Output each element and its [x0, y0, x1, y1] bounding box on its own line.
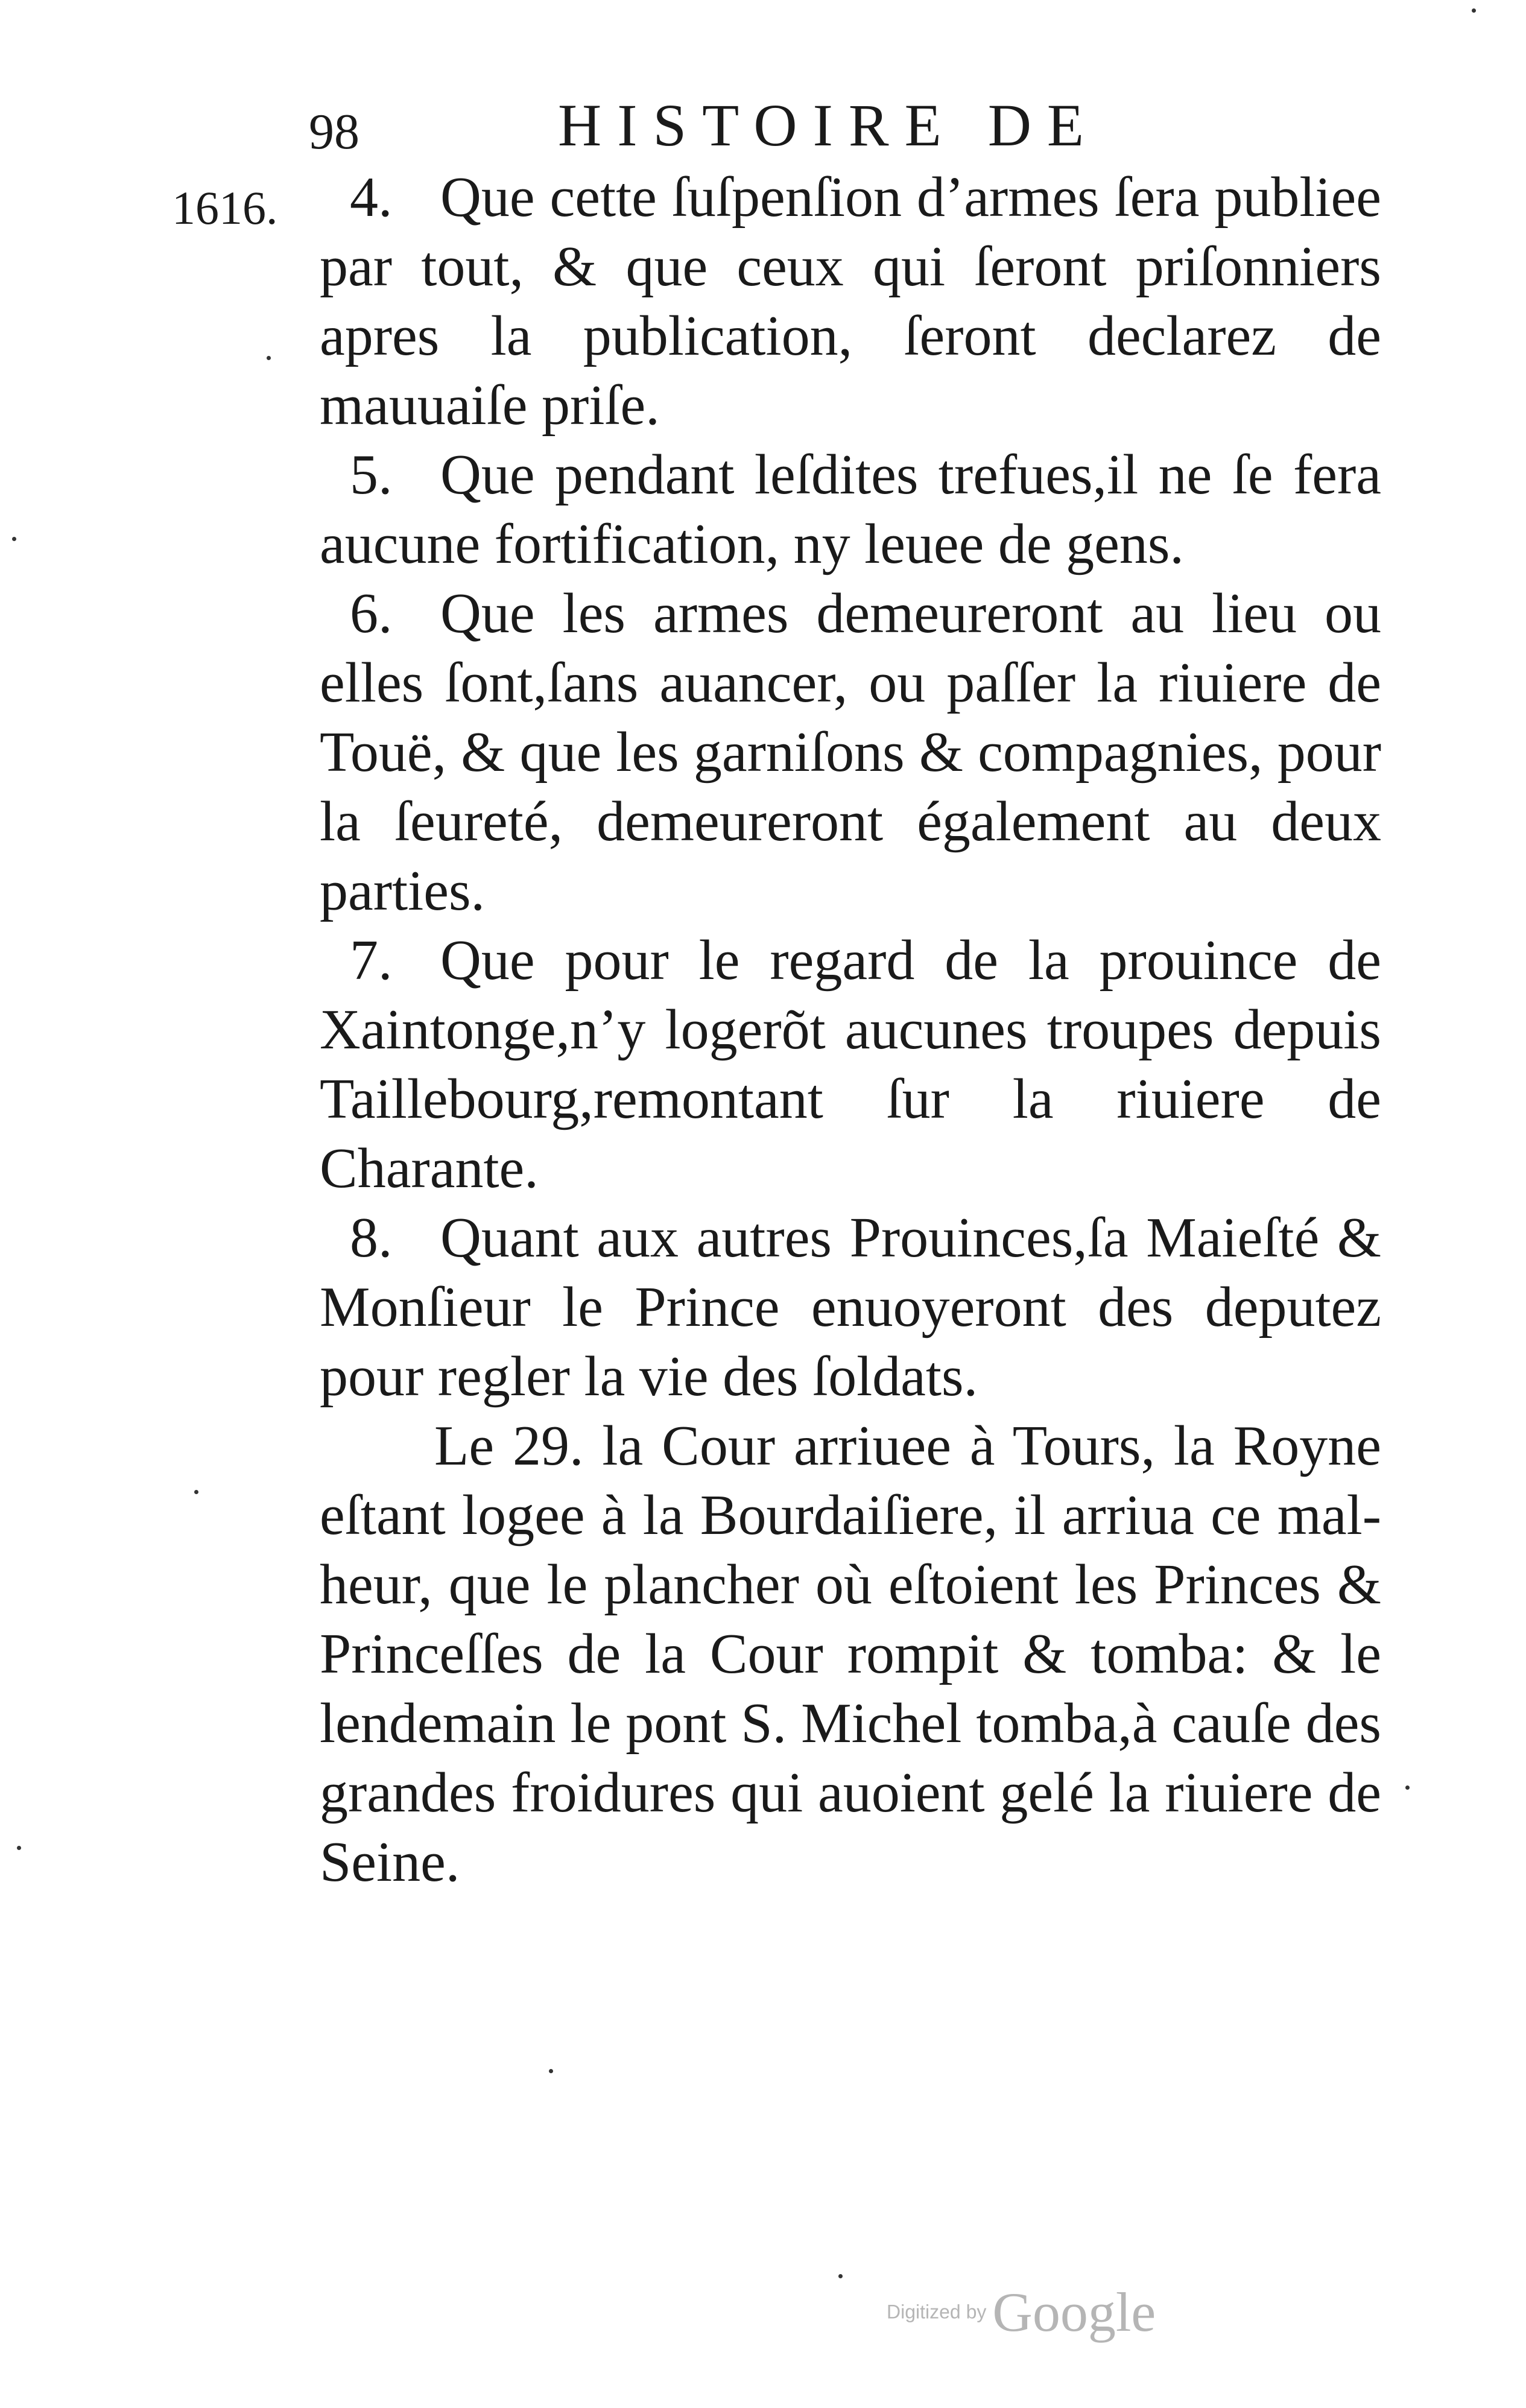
- paragraph-text: Que les armes demeureront au lieu ou elles ſont,ſans auancer, ou paſſer la riuiere de Touë, & que les garniſons & compagnies, pour la ſeureté, demeureront également au deux parties.: [320, 582, 1381, 922]
- paragraph-article-4: [320, 163, 1381, 440]
- running-head: [0, 90, 1526, 175]
- article-number: 8.: [350, 1206, 393, 1269]
- google-logo-text: Google: [992, 2281, 1156, 2343]
- article-number: 5.: [350, 443, 393, 506]
- paragraph-text: Que cette ſuſpenſion d’armes ſera publiee par tout, & que ceux qui ſeront priſonniers apres la publication, ſeront declarez de mauuaiſe priſe.: [320, 166, 1381, 437]
- article-number: 4.: [350, 166, 393, 229]
- paragraph-article-6: [320, 579, 1381, 926]
- watermark-prefix: Digitized by: [887, 2301, 987, 2323]
- paragraph-text: Que pendant leſdites trefues,il ne ſe fera aucune fortification, ny leuee de gens.: [320, 443, 1381, 575]
- article-number: 7.: [350, 929, 393, 992]
- speck-mark: [549, 2069, 553, 2073]
- paragraph-text: Que pour le regard de la prouince de Xaintonge,n’y logerõt aucunes troupes depuis Taillebourg,remontant ſur la riuiere de Charante.: [320, 929, 1381, 1200]
- paragraph-article-7: [320, 926, 1381, 1203]
- digitized-by-google-watermark: [887, 2280, 1156, 2344]
- speck-mark: [17, 1846, 21, 1850]
- paragraph-article-5: [320, 440, 1381, 579]
- paragraph-article-8: [320, 1203, 1381, 1412]
- running-title: HISTOIRE DE: [558, 92, 1100, 159]
- margin-year-note: 1616.: [172, 182, 278, 234]
- speck-mark: [1472, 8, 1476, 13]
- speck-mark: [194, 1490, 198, 1494]
- paragraph-narrative: [320, 1412, 1381, 1897]
- paragraph-text: Quant aux autres Prouinces,ſa Maieſté & Monſieur le Prince enuoyeront des deputez pour regler la vie des ſoldats.: [320, 1206, 1381, 1408]
- speck-mark: [267, 356, 271, 360]
- page-number: 98: [309, 104, 359, 160]
- article-number: 6.: [350, 582, 393, 645]
- body-text: [320, 163, 1381, 1897]
- speck-mark: [1405, 1785, 1410, 1790]
- speck-mark: [12, 537, 16, 541]
- paragraph-text: Le 29. la Cour arriuee à Tours, la Royne eſtant logee à la Bourdaiſiere, il arriua ce mal-heur, que le plancher où eſtoient les Princes & Princeſſes de la Cour rompit & tomba: & le lendemain le pont S. Michel tomba,à cauſe des grandes froidures qui auoient gelé la riuiere de Seine.: [320, 1415, 1381, 1893]
- speck-mark: [838, 2274, 843, 2278]
